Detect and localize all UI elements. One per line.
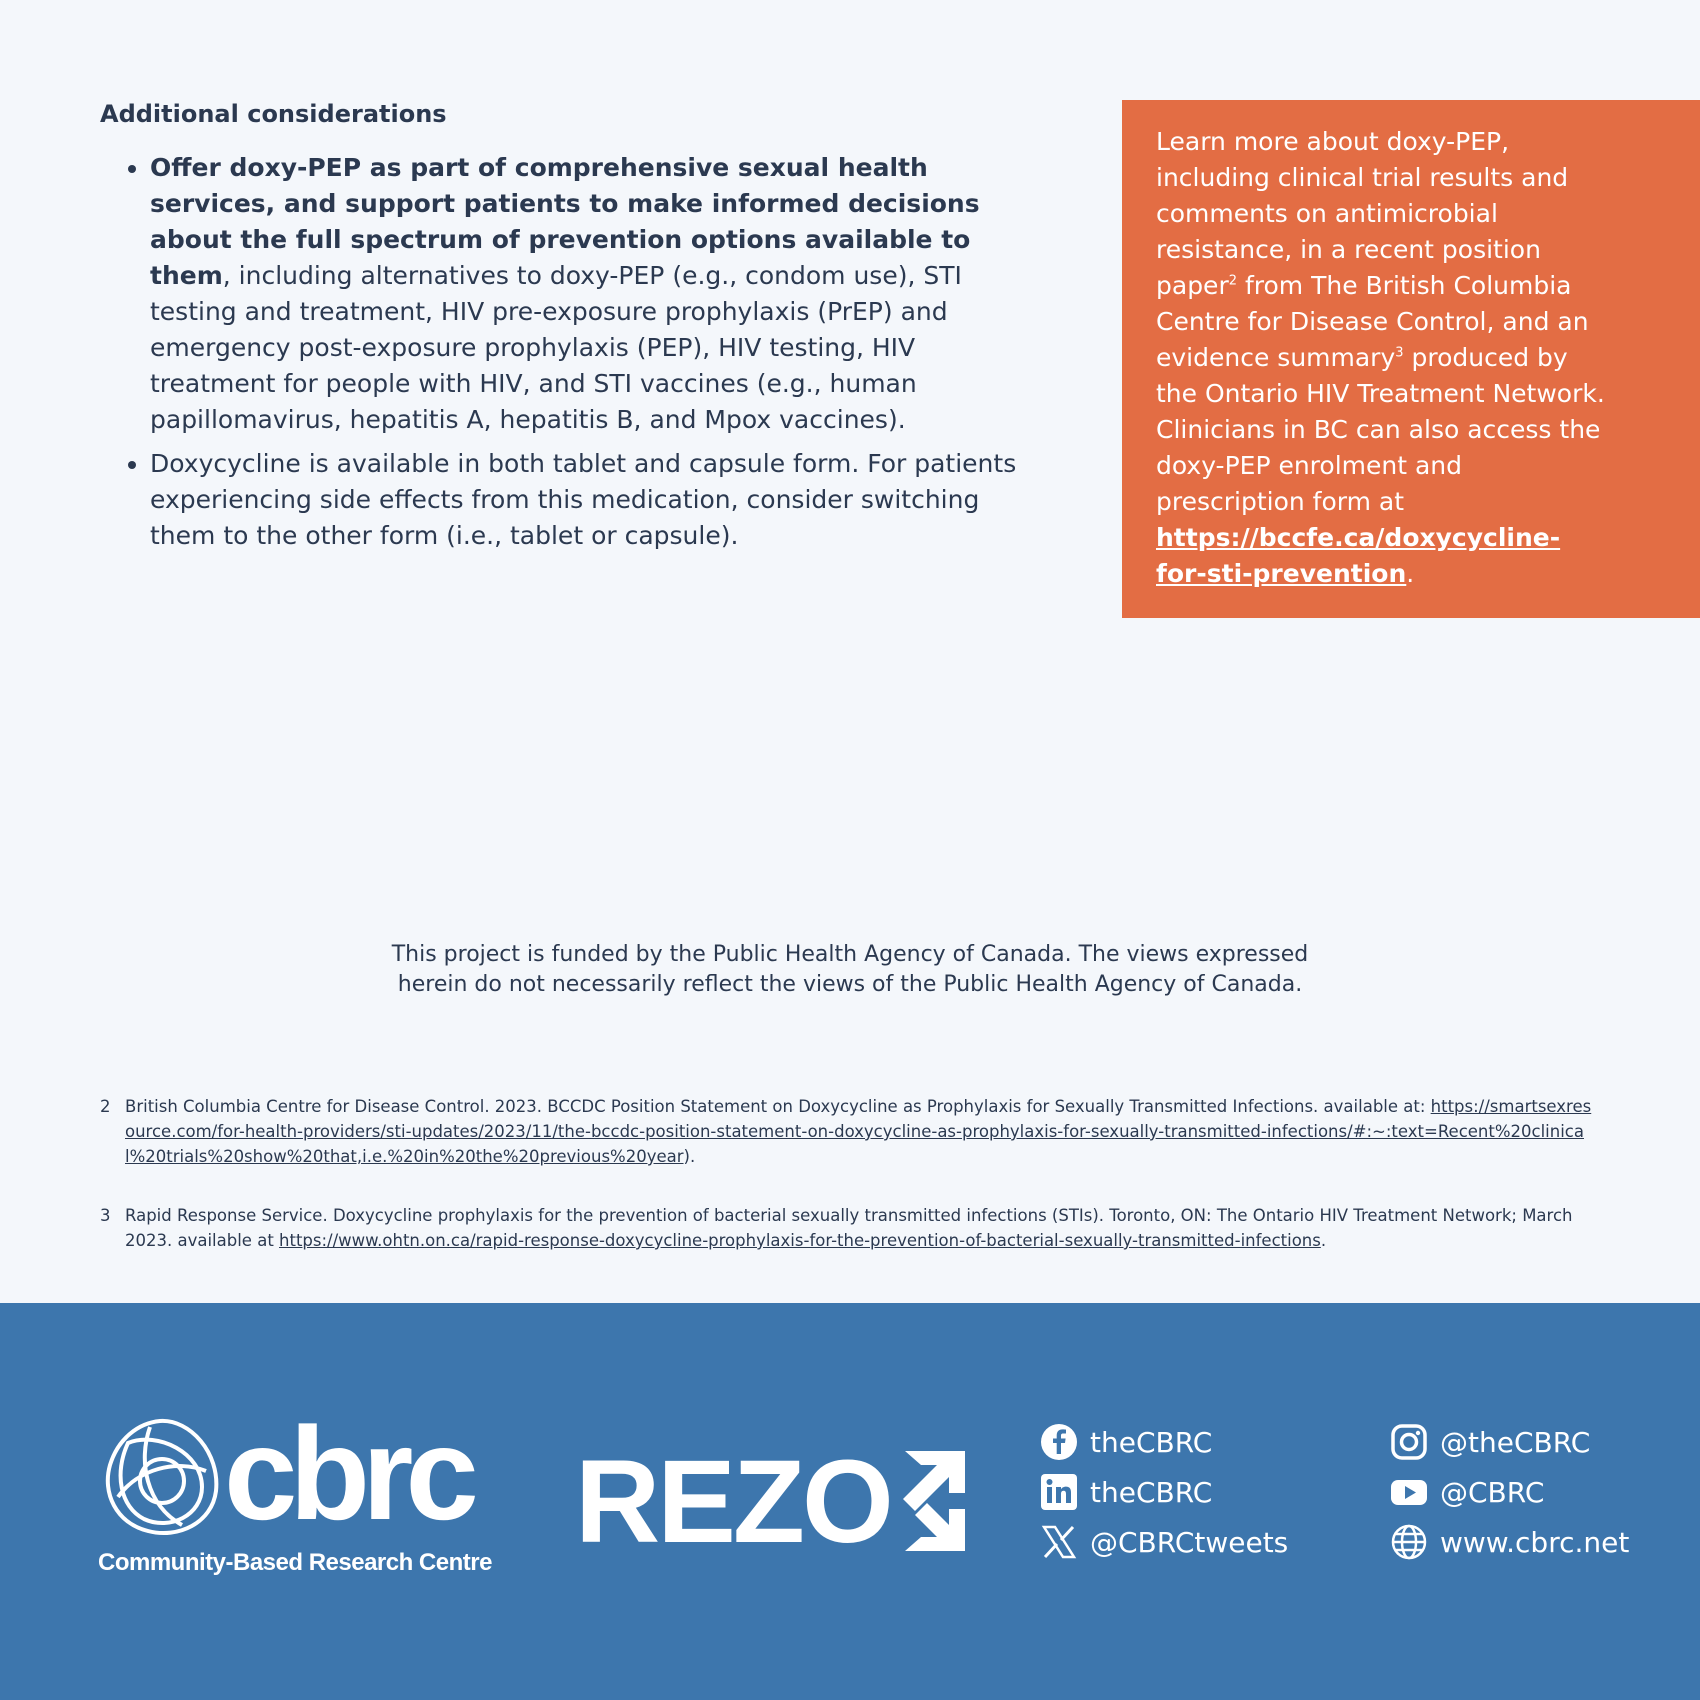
cbrc-emblem-icon [98,1413,228,1543]
bold-lead-text: Offer doxy-PEP as part of comprehensive sexual health services, and support patients to make informed decisions about the full spectrum of prevention options available to them [150,153,980,290]
callout-text: produced by the Ontario HIV Treatment Network. Clinicians in BC can also access the doxy-PEP enrolment and prescription form at [1156,343,1605,516]
footnote-3 [100,1203,1600,1253]
youtube-label: @CBRC [1440,1475,1545,1509]
linkedin-handle[interactable] [1040,1473,1212,1511]
footnote-link[interactable]: https://www.ohtn.on.ca/rapid-response-doxycycline-prophylaxis-for-the-prevention-of-bacterial-sexually-transmitted-infections [279,1231,1321,1250]
funding-line: This project is funded by the Public Health Agency of Canada. The views expressed [391,942,1309,967]
footnote-text: British Columbia Centre for Disease Control. 2023. BCCDC Position Statement on Doxycycline as Prophylaxis for Sexually Transmitted Infections. available at: [125,1097,1431,1116]
footnote-text: ). [683,1147,696,1166]
footnote-number: 3 [100,1206,111,1225]
footer [0,1303,1700,1700]
footnote-number: 2 [100,1097,111,1116]
globe-icon [1390,1523,1428,1561]
footnote-text: Rapid Response Service. Doxycycline prophylaxis for the prevention of bacterial sexually transmitted infections (STIs). Toronto, ON: The Ontario HIV Treatment Network; March 2023. available at [125,1206,1573,1250]
x-handle[interactable] [1040,1523,1288,1561]
rezo-wordmark: REZO [575,1436,891,1568]
additional-considerations-section [100,100,1030,562]
list-item [150,446,1030,554]
instagram-handle[interactable] [1390,1423,1590,1461]
instagram-icon [1390,1423,1428,1461]
instagram-label: @theCBRC [1440,1425,1591,1459]
callout-text: Learn more about doxy-PEP, including clinical trial results and comments on antimicrobial resistance, in a recent position paper [1156,127,1569,300]
item-text: Doxycycline is available in both tablet and capsule form. For patients experiencing side effects from this medication, consider switching them to the other form (i.e., tablet or capsule). [150,449,1017,550]
website-label: www.cbrc.net [1440,1525,1630,1559]
considerations-list [100,150,1030,554]
funding-statement [380,940,1320,1000]
footnote-ref-2: 2 [1228,273,1237,289]
footnote-link[interactable]: https://smartsexresource.com/for-health-providers/sti-updates/2023/11/the-bccdc-position-statement-on-doxycycline-as-prophylaxis-for-sexually-transmitted-infections/#:~:text=Recent%20clinical%20trials%20show%20that,i.e.%20in%20the%20previous%20year [125,1097,1592,1166]
section-heading: Additional considerations [100,100,447,128]
website-link[interactable] [1390,1523,1629,1561]
callout-text: from The British Columbia Centre for Disease Control, and an evidence summary [1156,271,1589,372]
cbrc-subtitle: Community-Based Research Centre [98,1549,492,1576]
list-item [150,150,1030,438]
facebook-handle[interactable] [1040,1423,1212,1461]
x-label: @CBRCtweets [1090,1525,1289,1559]
footnote-2 [100,1094,1600,1169]
footnote-ref-3: 3 [1395,345,1404,361]
bccfe-link[interactable]: https://bccfe.ca/doxycycline-for-sti-prevention [1156,523,1561,588]
youtube-icon [1390,1473,1428,1511]
callout-text: . [1406,559,1415,588]
facebook-icon [1040,1423,1078,1461]
facebook-label: theCBRC [1090,1425,1213,1459]
footnote-text: . [1320,1231,1327,1250]
linkedin-label: theCBRC [1090,1475,1213,1509]
rezo-logo[interactable] [575,1436,965,1568]
cbrc-wordmark: cbrc [224,1400,471,1547]
x-icon [1040,1523,1078,1561]
funding-line: herein do not necessarily reflect the views of the Public Health Agency of Canada. [397,972,1303,997]
cbrc-logo[interactable] [98,1400,518,1583]
youtube-handle[interactable] [1390,1473,1544,1511]
linkedin-icon [1040,1473,1078,1511]
learn-more-callout [1122,100,1700,618]
rezo-arrow-icon [875,1451,965,1551]
item-text: , including alternatives to doxy-PEP (e.g., condom use), STI testing and treatment, HIV pre-exposure prophylaxis (PrEP) and emergency post-exposure prophylaxis (PEP), HIV testing, HIV treatment for people with HIV, and STI vaccines (e.g., human papillomavirus, hepatitis A, hepatitis B, and Mpox vaccines). [150,261,962,434]
